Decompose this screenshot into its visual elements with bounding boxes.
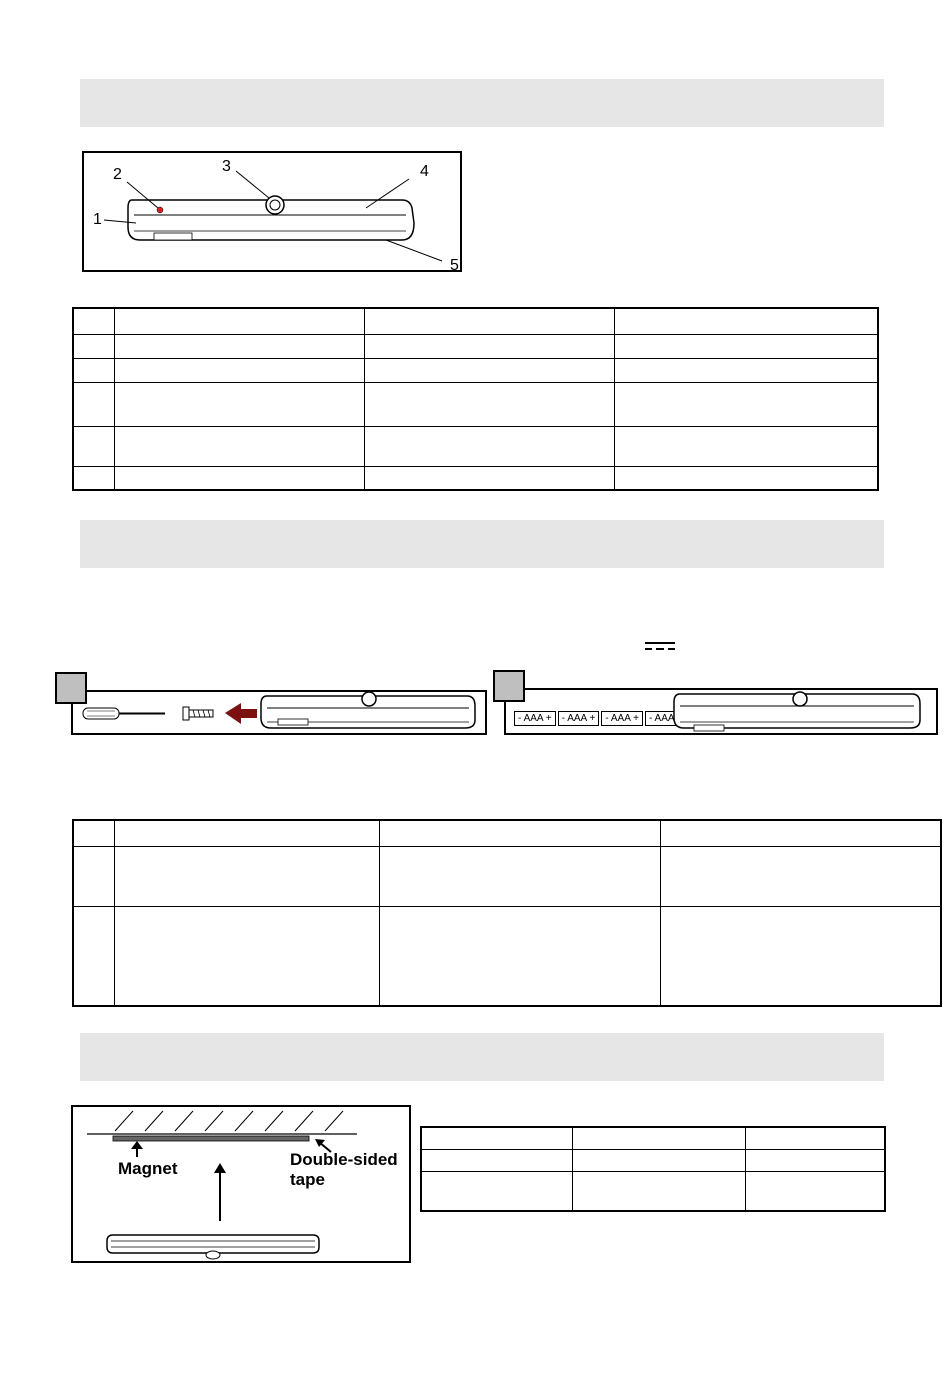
battery-icon: - AAA [645, 711, 687, 726]
open-bar-illustration [672, 690, 938, 733]
parts-table [72, 307, 879, 491]
magnet-label: Magnet [118, 1159, 178, 1178]
battery-icon: - AAA + [601, 711, 643, 726]
step-1-badge [55, 672, 87, 704]
arrow-left-icon [225, 703, 257, 724]
section-header-band-2 [80, 520, 884, 568]
section-header-band-1 [80, 79, 884, 127]
battery-row [514, 711, 687, 726]
mounting-diagram [71, 1105, 411, 1263]
screw-icon [183, 707, 213, 720]
step-2-badge [493, 670, 525, 702]
dc-symbol-icon [645, 642, 675, 650]
callout-2: 2 [113, 166, 122, 183]
product-diagram [82, 151, 462, 272]
light-bar-illustration [84, 153, 460, 270]
battery-icon: - AAA + [558, 711, 600, 726]
step-2-panel [504, 688, 938, 735]
remove-screw-illustration [73, 692, 485, 733]
callout-5: 5 [450, 257, 459, 274]
steps-table [72, 819, 942, 1007]
callout-4: 4 [420, 163, 429, 180]
step-1-panel [71, 690, 487, 735]
battery-icon: - AAA + [514, 711, 556, 726]
screwdriver-icon [83, 708, 165, 719]
section-header-band-3 [80, 1033, 884, 1081]
tape-label: Double-sided tape [290, 1150, 398, 1189]
spec-table [420, 1126, 886, 1212]
callout-1: 1 [93, 211, 102, 228]
callout-3: 3 [222, 158, 231, 175]
